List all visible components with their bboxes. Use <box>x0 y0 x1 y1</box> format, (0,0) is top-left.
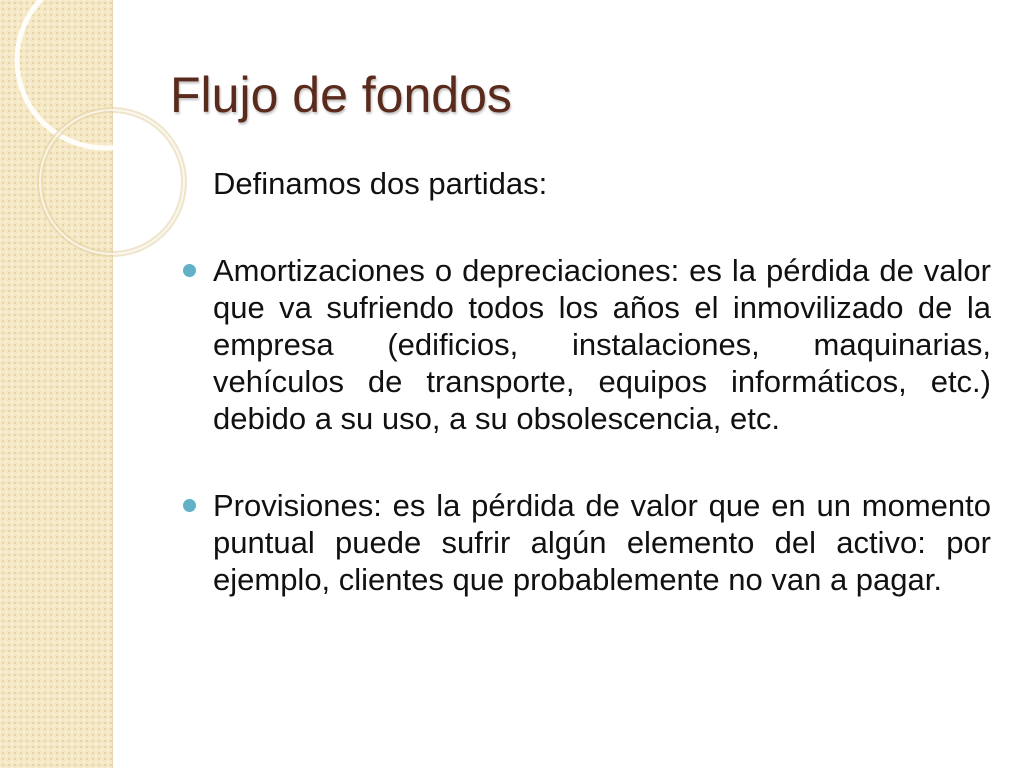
slide-body <box>213 165 991 598</box>
bullet-item-provisiones <box>213 487 991 598</box>
intro-text: Definamos dos partidas: <box>213 166 548 201</box>
bullet-item-amortizaciones <box>213 252 991 437</box>
bullet-text: Amortizaciones o depreciaciones: es la pérdida de valor que va sufriendo todos los años el inmovilizado de la empresa (edificios, instalaciones, maquinarias, vehículos de transporte, equipos informáticos, etc.) debido a su uso, a su obsolescencia, etc. <box>213 253 991 436</box>
bullet-dot-icon <box>183 264 196 277</box>
bullet-dot-icon <box>183 499 196 512</box>
slide-title: Flujo de fondos <box>170 67 512 123</box>
decorative-sidebar <box>0 0 113 768</box>
bullet-text: Provisiones: es la pérdida de valor que en un momento puntual puede sufrir algún elemento del activo: por ejemplo, clientes que probablemente no van a pagar. <box>213 488 991 597</box>
